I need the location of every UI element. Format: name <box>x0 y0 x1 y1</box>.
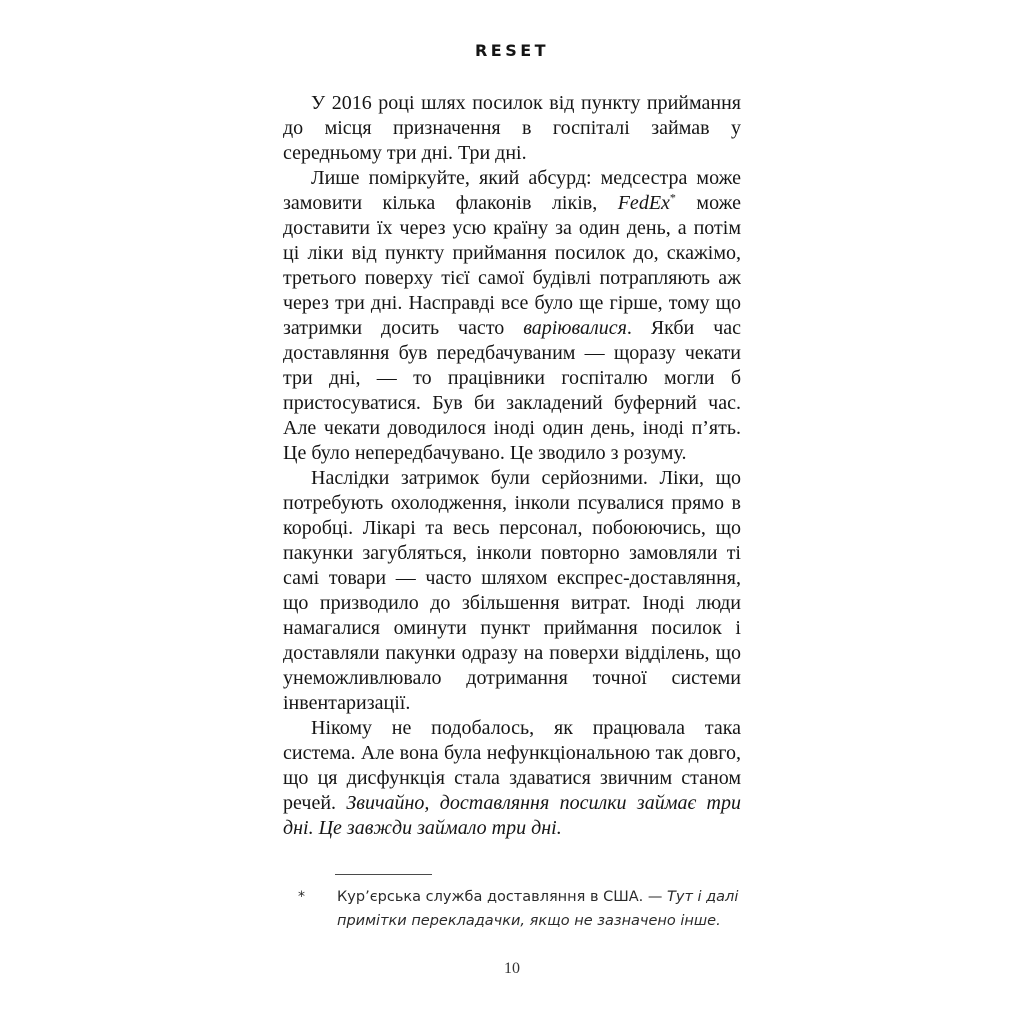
footnote-text-italic: Тут і далі примітки перекладачки, якщо не зазначено інше. <box>337 889 739 929</box>
paragraph-text: . Якби час доставляння був передбачуваним — щоразу чекати три дні, — то працівники госпіталю могли б пристосуватися. Був би закладений буферний час. Але чекати доводилося іноді один день, іноді п’ять. Це було непередбачувано. Це зводило з розуму. <box>283 317 742 464</box>
paragraph-text: Нікому не подобалось, як працювала така система. Але вона була нефункціональною так довго, що ця дисфункція стала здаватися звичним станом речей. <box>283 717 741 814</box>
paragraph-text: може доставити їх через усю країну за один день, а потім ці ліки від пункту приймання посилок до, скажімо, третього поверху тієї самої будівлі потрапляють аж через три дні. Насправді все було ще гірше, тому що затримки досить часто <box>283 192 742 339</box>
body-paragraph <box>283 166 741 466</box>
footnote-text-normal: Кур’єрська служба доставляння в США. — <box>337 889 668 905</box>
body-paragraph <box>283 716 741 841</box>
paragraph-text: Лише поміркуйте, який абсурд: медсестра може замовити кілька флаконів ліків, <box>283 167 741 214</box>
running-header: RESET <box>474 41 550 60</box>
italic-sentence: Звичайно, доставляння посилки займає три дні. Це завжди займало три дні. <box>283 792 741 839</box>
footnote-block <box>283 874 741 933</box>
footnote-divider <box>335 874 432 875</box>
italic-term: FedEx <box>617 192 670 214</box>
body-paragraph <box>283 466 741 716</box>
footnote-reference: * <box>669 190 676 205</box>
footnote-text <box>337 885 741 933</box>
paragraph-text: У 2016 році шлях посилок від пункту приймання до місця призначення в госпіталі займав у середньому три дні. Три дні. <box>283 92 741 164</box>
footnote-row <box>283 885 741 933</box>
body-paragraph <box>283 91 741 166</box>
page-number: 10 <box>504 960 520 977</box>
footnote-marker: * <box>298 889 305 905</box>
italic-term: варіювалися <box>523 317 627 339</box>
body-text-block <box>283 91 741 841</box>
paragraph-text: Наслідки затримок були серйозними. Ліки, що потребують охолодження, інколи псувалися прямо в коробці. Лікарі та весь персонал, побоюючись, що пакунки загубляться, інколи повторно замовляли ті самі товари — часто шляхом експрес-доставляння, що призводило до збільшення витрат. Іноді люди намагалися оминути пункт приймання посилок і доставляли пакунки одразу на поверхи відділень, що унеможливлювало дотримання точної системи інвентаризації. <box>283 467 741 714</box>
